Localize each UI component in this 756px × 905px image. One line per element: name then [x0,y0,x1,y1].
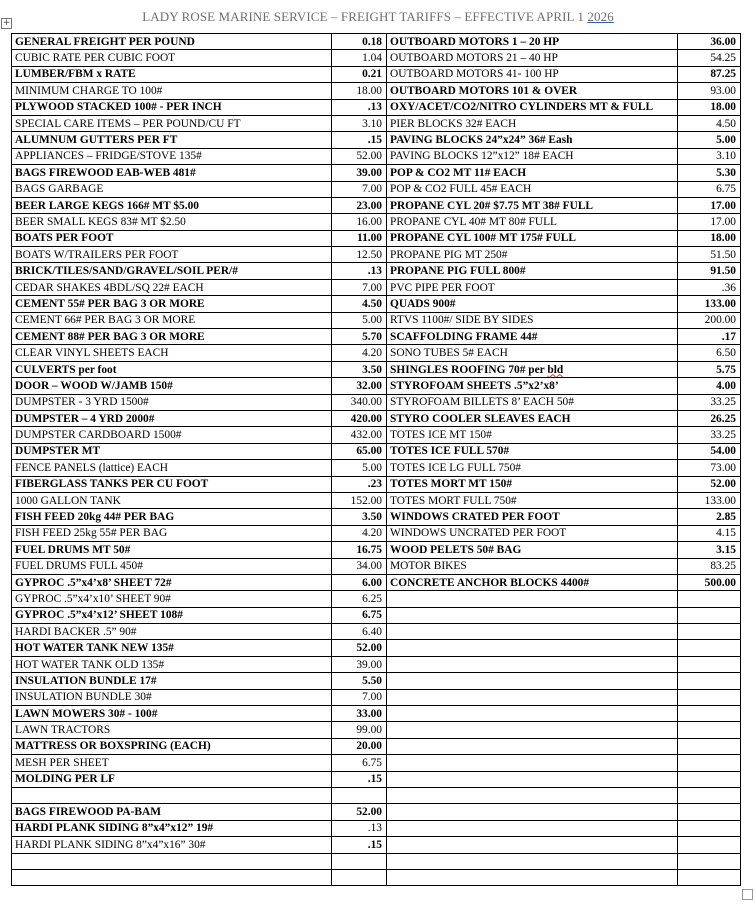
left-rate-cell: 99.00 [332,722,387,738]
table-row [12,115,741,131]
right-rate-cell [678,820,741,836]
left-rate-cell: 152.00 [332,492,387,508]
left-rate-cell: .13 [332,820,387,836]
left-item-cell: GYPROC .5”x4’x10’ SHEET 90# [12,591,332,607]
right-item-cell: PAVING BLOCKS 12”x12” 18# EACH [387,148,678,164]
left-rate-cell: 4.50 [332,296,387,312]
left-rate-cell: 12.50 [332,247,387,263]
right-item-cell [387,738,678,754]
right-rate-cell [678,771,741,787]
left-rate-cell: 18.00 [332,83,387,99]
table-row [12,181,741,197]
table-row [12,214,741,230]
right-item-cell [387,804,678,820]
left-item-cell [12,869,332,885]
right-rate-cell: 5.75 [678,361,741,377]
right-rate-cell [678,624,741,640]
right-rate-cell [678,755,741,771]
right-item-cell: POP & CO2 FULL 45# EACH [387,181,678,197]
left-item-cell: GYPROC .5”x4’x12’ SHEET 108# [12,607,332,623]
right-item-cell [387,607,678,623]
right-item-cell: TOTES ICE MT 150# [387,427,678,443]
right-rate-cell: 18.00 [678,230,741,246]
right-rate-cell [678,706,741,722]
table-row [12,624,741,640]
right-item-cell [387,624,678,640]
right-rate-cell: 26.25 [678,410,741,426]
left-item-cell: FENCE PANELS (lattice) EACH [12,460,332,476]
left-item-cell: GENERAL FREIGHT PER POUND [12,34,332,50]
left-item-cell: PLYWOOD STACKED 100# - PER INCH [12,99,332,115]
right-rate-cell: 51.50 [678,247,741,263]
left-item-cell: 1000 GALLON TANK [12,492,332,508]
table-row [12,165,741,181]
right-item-cell [387,771,678,787]
table-row [12,132,741,148]
left-item-cell: FUEL DRUMS MT 50# [12,542,332,558]
left-item-cell: ALUMNUM GUTTERS PER FT [12,132,332,148]
left-item-cell: HARDI PLANK SIDING 8”x4”x16” 30# [12,837,332,853]
table-row [12,673,741,689]
table-row [12,99,741,115]
table-row [12,50,741,66]
left-rate-cell: .23 [332,476,387,492]
table-row [12,869,741,885]
left-item-cell: MATTRESS OR BOXSPRING (EACH) [12,738,332,754]
left-rate-cell: 5.50 [332,673,387,689]
table-row [12,66,741,82]
left-rate-cell: 3.10 [332,115,387,131]
right-item-cell: TOTES MORT FULL 750# [387,492,678,508]
right-item-cell [387,837,678,853]
left-rate-cell: 4.20 [332,345,387,361]
left-item-cell: HARDI BACKER .5” 90# [12,624,332,640]
left-rate-cell: 5.00 [332,312,387,328]
table-row [12,312,741,328]
left-item-cell: DUMPSTER - 3 YRD 1500# [12,394,332,410]
left-item-cell: BOATS W/TRAILERS PER FOOT [12,247,332,263]
left-item-cell: MINIMUM CHARGE TO 100# [12,83,332,99]
right-rate-cell: 36.00 [678,34,741,50]
title-year: 2026 [587,9,614,24]
right-item-cell: TOTES ICE FULL 570# [387,443,678,459]
right-rate-cell [678,689,741,705]
right-item-cell: WOOD PELETS 50# BAG [387,542,678,558]
left-rate-cell: 0.18 [332,34,387,50]
left-rate-cell: 34.00 [332,558,387,574]
left-item-cell: LUMBER/FBM x RATE [12,66,332,82]
table-row [12,804,741,820]
left-rate-cell: 39.00 [332,165,387,181]
right-item-cell [387,656,678,672]
table-row [12,443,741,459]
table-row [12,230,741,246]
left-rate-cell: 6.40 [332,624,387,640]
left-item-cell: FIBERGLASS TANKS PER CU FOOT [12,476,332,492]
table-row [12,427,741,443]
table-row [12,558,741,574]
right-rate-cell: 87.25 [678,66,741,82]
left-rate-cell: 20.00 [332,738,387,754]
table-row [12,378,741,394]
table-row [12,361,741,377]
left-rate-cell: 65.00 [332,443,387,459]
left-rate-cell: 6.25 [332,591,387,607]
right-rate-cell: 5.00 [678,132,741,148]
right-item-cell: OXY/ACET/CO2/NITRO CYLINDERS MT & FULL [387,99,678,115]
right-rate-cell: 93.00 [678,83,741,99]
right-rate-cell [678,673,741,689]
right-item-cell: TOTES ICE LG FULL 750# [387,460,678,476]
right-rate-cell: 54.25 [678,50,741,66]
left-item-cell: BOATS PER FOOT [12,230,332,246]
right-rate-cell: 17.00 [678,197,741,213]
table-row [12,345,741,361]
left-rate-cell [332,787,387,803]
right-item-cell: PROPANE CYL 20# $7.75 MT 38# FULL [387,197,678,213]
left-rate-cell: 32.00 [332,378,387,394]
left-rate-cell: 3.50 [332,361,387,377]
left-item-cell: APPLIANCES – FRIDGE/STOVE 135# [12,148,332,164]
left-rate-cell: 52.00 [332,640,387,656]
left-item-cell: BEER SMALL KEGS 83# MT $2.50 [12,214,332,230]
right-item-cell [387,787,678,803]
right-item-cell: SONO TUBES 5# EACH [387,345,678,361]
left-rate-cell: 33.00 [332,706,387,722]
left-rate-cell: 1.04 [332,50,387,66]
right-item-cell: CONCRETE ANCHOR BLOCKS 4400# [387,574,678,590]
right-item-cell: PROPANE PIG FULL 800# [387,263,678,279]
left-rate-cell: 7.00 [332,279,387,295]
right-item-cell [387,820,678,836]
table-row [12,492,741,508]
right-rate-cell: 200.00 [678,312,741,328]
left-rate-cell: 0.21 [332,66,387,82]
left-item-cell: BEER LARGE KEGS 166# MT $5.00 [12,197,332,213]
left-rate-cell: 39.00 [332,656,387,672]
right-item-cell: PAVING BLOCKS 24”x24” 36# Eash [387,132,678,148]
right-item-cell: TOTES MORT MT 150# [387,476,678,492]
table-row [12,197,741,213]
left-rate-cell: 11.00 [332,230,387,246]
right-item-cell: PVC PIPE PER FOOT [387,279,678,295]
right-rate-cell [678,656,741,672]
left-item-cell: BAGS FIREWOOD PA-BAM [12,804,332,820]
left-item-cell: CEMENT 88# PER BAG 3 OR MORE [12,329,332,345]
table-row [12,738,741,754]
right-item-cell: OUTBOARD MOTORS 21 – 40 HP [387,50,678,66]
right-item-cell [387,673,678,689]
table-row [12,476,741,492]
right-rate-cell [678,869,741,885]
left-item-cell: MOLDING PER LF [12,771,332,787]
right-rate-cell [678,853,741,869]
table-row [12,574,741,590]
right-rate-cell: 4.00 [678,378,741,394]
right-rate-cell [678,607,741,623]
right-rate-cell: 18.00 [678,99,741,115]
left-rate-cell [332,853,387,869]
left-item-cell: DUMPSTER – 4 YRD 2000# [12,410,332,426]
table-row [12,296,741,312]
right-rate-cell: 33.25 [678,394,741,410]
tariff-table [11,33,741,886]
right-rate-cell: 52.00 [678,476,741,492]
left-item-cell: INSULATION BUNDLE 30# [12,689,332,705]
right-item-cell: SHINGLES ROOFING 70# per bld [387,361,678,377]
right-rate-cell [678,591,741,607]
title-text: LADY ROSE MARINE SERVICE – FREIGHT TARIFFS – EFFECTIVE APRIL 1 [142,9,588,24]
left-rate-cell: 6.00 [332,574,387,590]
right-item-cell: OUTBOARD MOTORS 1 – 20 HP [387,34,678,50]
left-rate-cell: 4.20 [332,525,387,541]
left-item-cell: CULVERTS per foot [12,361,332,377]
left-rate-cell: 23.00 [332,197,387,213]
left-rate-cell: .15 [332,837,387,853]
right-rate-cell: 83.25 [678,558,741,574]
left-item-cell: FUEL DRUMS FULL 450# [12,558,332,574]
right-item-cell [387,722,678,738]
table-row [12,410,741,426]
table-row [12,525,741,541]
left-item-cell: HOT WATER TANK OLD 135# [12,656,332,672]
right-rate-cell: 17.00 [678,214,741,230]
right-rate-cell: 4.15 [678,525,741,541]
right-item-cell [387,689,678,705]
table-row [12,640,741,656]
left-rate-cell: 340.00 [332,394,387,410]
left-item-cell: HARDI PLANK SIDING 8”x4”x12” 19# [12,820,332,836]
right-rate-cell: 500.00 [678,574,741,590]
left-rate-cell: 6.75 [332,755,387,771]
left-item-cell: DOOR – WOOD W/JAMB 150# [12,378,332,394]
right-item-cell [387,640,678,656]
right-item-cell: PROPANE CYL 100# MT 175# FULL [387,230,678,246]
table-row [12,706,741,722]
right-item-cell [387,869,678,885]
left-rate-cell: 5.00 [332,460,387,476]
left-item-cell: DUMPSTER CARDBOARD 1500# [12,427,332,443]
right-rate-cell: 6.75 [678,181,741,197]
right-rate-cell [678,640,741,656]
right-item-cell: MOTOR BIKES [387,558,678,574]
left-rate-cell: .15 [332,132,387,148]
table-row [12,542,741,558]
table-row [12,591,741,607]
left-item-cell: MESH PER SHEET [12,755,332,771]
left-item-cell: LAWN MOWERS 30# - 100# [12,706,332,722]
left-item-cell: LAWN TRACTORS [12,722,332,738]
right-item-cell: STYROFOAM SHEETS .5”x2’x8’ [387,378,678,394]
table-row [12,787,741,803]
left-rate-cell: .13 [332,99,387,115]
table-row [12,279,741,295]
right-item-cell [387,591,678,607]
left-item-cell: GYPROC .5”x4’x8’ SHEET 72# [12,574,332,590]
right-rate-cell: 91.50 [678,263,741,279]
right-item-cell: POP & CO2 MT 11# EACH [387,165,678,181]
left-rate-cell: 5.70 [332,329,387,345]
right-item-cell: OUTBOARD MOTORS 101 & OVER [387,83,678,99]
left-item-cell: CEMENT 55# PER BAG 3 OR MORE [12,296,332,312]
right-item-cell [387,706,678,722]
left-rate-cell: 16.75 [332,542,387,558]
left-item-cell: FISH FEED 20kg 44# PER BAG [12,509,332,525]
tariff-table-body [12,34,741,886]
left-rate-cell: 7.00 [332,181,387,197]
left-rate-cell: 52.00 [332,804,387,820]
left-item-cell: HOT WATER TANK NEW 135# [12,640,332,656]
table-row [12,722,741,738]
table-row [12,820,741,836]
left-rate-cell [332,869,387,885]
right-rate-cell: 54.00 [678,443,741,459]
table-row [12,263,741,279]
table-row [12,394,741,410]
left-rate-cell: 3.50 [332,509,387,525]
table-row [12,329,741,345]
left-item-cell: SPECIAL CARE ITEMS – PER POUND/CU FT [12,115,332,131]
right-rate-cell: .17 [678,329,741,345]
right-item-cell: STYROFOAM BILLETS 8’ EACH 50# [387,394,678,410]
right-item-cell: QUADS 900# [387,296,678,312]
left-rate-cell: 420.00 [332,410,387,426]
right-rate-cell: 6.50 [678,345,741,361]
left-rate-cell: 16.00 [332,214,387,230]
table-move-handle[interactable]: + [2,18,11,28]
right-rate-cell: 2.85 [678,509,741,525]
right-rate-cell [678,804,741,820]
right-item-cell: OUTBOARD MOTORS 41- 100 HP [387,66,678,82]
table-row [12,247,741,263]
right-rate-cell: 3.15 [678,542,741,558]
right-rate-cell: 5.30 [678,165,741,181]
table-row [12,83,741,99]
left-item-cell: CEMENT 66# PER BAG 3 OR MORE [12,312,332,328]
left-item-cell: FISH FEED 25kg 55# PER BAG [12,525,332,541]
right-rate-cell [678,837,741,853]
left-item-cell: CLEAR VINYL SHEETS EACH [12,345,332,361]
right-rate-cell [678,787,741,803]
spelling-error-mark: bld [547,363,564,376]
left-item-cell [12,787,332,803]
table-row [12,148,741,164]
left-item-cell: CEDAR SHAKES 4BDL/SQ 22# EACH [12,279,332,295]
table-row [12,460,741,476]
table-row [12,607,741,623]
table-row [12,656,741,672]
left-rate-cell: .15 [332,771,387,787]
left-item-cell: BAGS GARBAGE [12,181,332,197]
left-item-cell: BRICK/TILES/SAND/GRAVEL/SOIL PER/# [12,263,332,279]
left-rate-cell: 432.00 [332,427,387,443]
table-row [12,755,741,771]
right-rate-cell [678,722,741,738]
table-row [12,689,741,705]
left-rate-cell: 6.75 [332,607,387,623]
left-item-cell: INSULATION BUNDLE 17# [12,673,332,689]
table-row [12,34,741,50]
right-rate-cell: 33.25 [678,427,741,443]
left-item-cell: BAGS FIREWOOD EAB-WEB 481# [12,165,332,181]
right-rate-cell: 73.00 [678,460,741,476]
right-rate-cell: 4.50 [678,115,741,131]
right-item-cell: STYRO COOLER SLEAVES EACH [387,410,678,426]
right-item-cell: PROPANE PIG MT 250# [387,247,678,263]
page-title [0,9,756,25]
left-rate-cell: 7.00 [332,689,387,705]
right-item-cell [387,755,678,771]
right-item-cell: PIER BLOCKS 32# EACH [387,115,678,131]
table-row [12,837,741,853]
table-row [12,509,741,525]
left-rate-cell: .13 [332,263,387,279]
left-item-cell: DUMPSTER MT [12,443,332,459]
right-item-cell [387,853,678,869]
right-rate-cell: 3.10 [678,148,741,164]
right-item-cell: SCAFFOLDING FRAME 44# [387,329,678,345]
right-item-cell: WINDOWS CRATED PER FOOT [387,509,678,525]
right-rate-cell: 133.00 [678,492,741,508]
table-row [12,771,741,787]
right-item-cell: RTVS 1100#/ SIDE BY SIDES [387,312,678,328]
right-item-cell: PROPANE CYL 40# MT 80# FULL [387,214,678,230]
left-item-cell [12,853,332,869]
right-item-cell: WINDOWS UNCRATED PER FOOT [387,525,678,541]
right-rate-cell: 133.00 [678,296,741,312]
left-rate-cell: 52.00 [332,148,387,164]
right-rate-cell: .36 [678,279,741,295]
table-row [12,853,741,869]
right-rate-cell [678,738,741,754]
table-resize-handle[interactable] [742,889,753,900]
left-item-cell: CUBIC RATE PER CUBIC FOOT [12,50,332,66]
